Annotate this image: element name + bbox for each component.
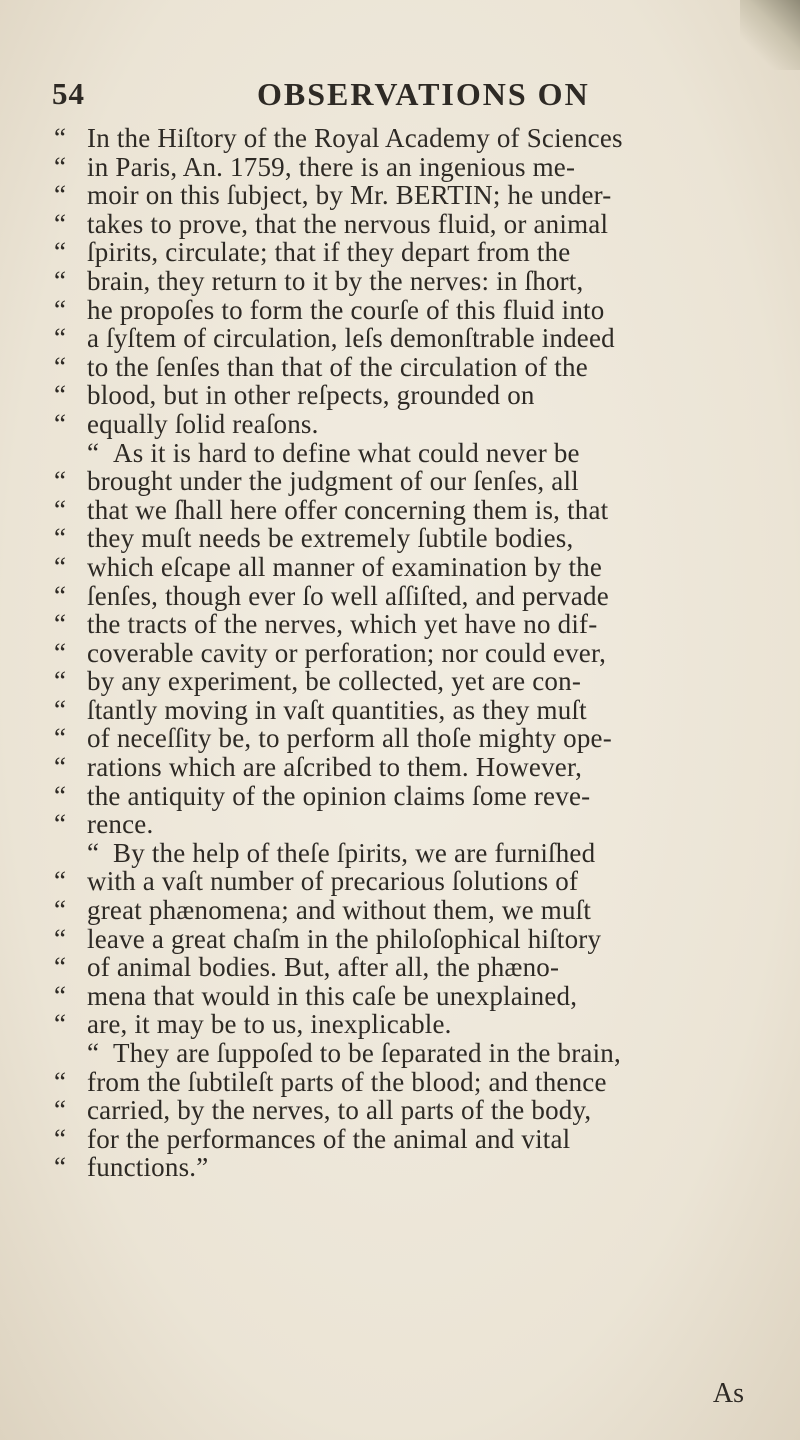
line-text: blood, but in other reſpects, grounded on: [87, 380, 535, 411]
quote-mark: “: [54, 609, 67, 640]
text-line: [54, 782, 764, 811]
text-line: [54, 238, 764, 267]
text-line: [54, 153, 764, 182]
line-text: moir on this ſubject, by Mr. BERTIN; he under-: [87, 180, 612, 211]
text-line: [54, 181, 764, 210]
quote-mark: “: [54, 980, 67, 1011]
quote-mark: “: [54, 780, 67, 811]
text-line: [54, 982, 764, 1011]
text-line: [54, 496, 764, 525]
text-line: [54, 296, 764, 325]
line-text: coverable cavity or perforation; nor could ever,: [87, 637, 607, 668]
quote-mark: “: [54, 1095, 67, 1126]
quote-mark: “: [54, 151, 67, 182]
quote-mark: “: [54, 523, 67, 554]
text-line: [54, 667, 764, 696]
line-text: great phænomena; and without them, we muſt: [87, 895, 592, 926]
quote-mark: “: [54, 265, 67, 296]
quote-mark: “: [54, 752, 67, 783]
quote-mark: “: [54, 380, 67, 411]
text-line: [54, 1010, 764, 1039]
page-header: [52, 72, 742, 122]
text-line: [54, 696, 764, 725]
line-text: are, it may be to us, inexplicable.: [87, 1009, 452, 1040]
line-text: the tracts of the nerves, which yet have no dif-: [87, 609, 598, 640]
quote-mark: “: [54, 551, 67, 582]
quote-mark: “: [54, 466, 67, 497]
quote-mark: “: [54, 895, 67, 926]
quote-mark: “: [54, 123, 67, 153]
line-text: of neceſſity be, to perform all thoſe mighty ope-: [87, 723, 612, 754]
quote-mark: “: [87, 837, 100, 868]
text-line: [54, 467, 764, 496]
line-text: in Paris, An. 1759, there is an ingenious me-: [87, 151, 576, 182]
line-text: for the performances of the animal and vital: [87, 1123, 571, 1154]
quote-mark: “: [54, 294, 67, 325]
line-text: They are ſuppoſed to be ſeparated in the brain,: [113, 1038, 621, 1068]
text-line: [54, 210, 764, 239]
line-text: that we ſhall here offer concerning them is, that: [87, 494, 609, 525]
text-line: [54, 896, 764, 925]
page-corner-shadow: [740, 0, 800, 70]
quote-mark: “: [54, 180, 67, 211]
quote-mark: “: [54, 694, 67, 725]
text-line: [54, 610, 764, 639]
quote-mark: “: [54, 1009, 67, 1040]
text-line: [54, 1068, 764, 1097]
text-line: [54, 267, 764, 296]
quote-mark: “: [87, 437, 100, 468]
text-line: [54, 410, 764, 439]
quote-mark: “: [54, 1123, 67, 1154]
line-text: rence.: [87, 809, 154, 840]
line-text: with a vaſt number of precarious ſolutions of: [87, 866, 579, 897]
text-line: [54, 810, 764, 839]
line-text: As it is hard to define what could never be: [113, 437, 580, 468]
line-text: ſtantly moving in vaſt quantities, as they muſt: [87, 694, 587, 725]
line-text: functions.”: [87, 1152, 209, 1183]
running-head: OBSERVATIONS ON: [257, 76, 590, 112]
line-text: ſpirits, circulate; that if they depart from the: [87, 237, 571, 268]
line-text: they muſt needs be extremely ſubtile bodies,: [87, 523, 574, 554]
quote-mark: “: [54, 723, 67, 754]
line-text: of animal bodies. But, after all, the phæno-: [87, 952, 560, 983]
text-line: [54, 724, 764, 753]
line-text: ſenſes, though ever ſo well aſſiſted, and pervade: [87, 580, 609, 611]
line-text: leave a great chaſm in the philoſophical hiſtory: [87, 923, 602, 954]
text-line: [54, 639, 764, 668]
text-line: [54, 839, 764, 868]
line-text: mena that would in this caſe be unexplained,: [87, 980, 578, 1011]
text-line: [54, 553, 764, 582]
line-text: rations which are aſcribed to them. However,: [87, 752, 583, 783]
quote-mark: “: [54, 923, 67, 954]
line-text: carried, by the nerves, to all parts of the body,: [87, 1095, 592, 1126]
line-text: he propoſes to form the courſe of this fluid into: [87, 294, 605, 325]
quote-mark: “: [54, 952, 67, 983]
line-text: brain, they return to it by the nerves: in ſhort,: [87, 265, 584, 296]
text-line: [54, 524, 764, 553]
quote-mark: “: [54, 1066, 67, 1097]
quote-mark: “: [54, 408, 67, 439]
line-text: In the Hiſtory of the Royal Academy of Sciences: [87, 123, 623, 153]
quote-mark: “: [54, 866, 67, 897]
quote-mark: “: [54, 637, 67, 668]
body-text: [54, 124, 764, 1182]
text-line: [54, 1096, 764, 1125]
line-text: by any experiment, be collected, yet are con-: [87, 666, 582, 697]
text-line: [54, 753, 764, 782]
line-text: brought under the judgment of our ſenſes, all: [87, 466, 579, 497]
quote-mark: “: [54, 237, 67, 268]
quote-mark: “: [54, 580, 67, 611]
quote-mark: “: [54, 323, 67, 354]
line-text: which eſcape all manner of examination by the: [87, 551, 603, 582]
quote-mark: “: [54, 208, 67, 239]
text-line: [54, 324, 764, 353]
text-line: [54, 381, 764, 410]
quote-mark: “: [54, 351, 67, 382]
line-text: to the ſenſes than that of the circulation of the: [87, 351, 588, 382]
line-text: the antiquity of the opinion claims ſome reve-: [87, 780, 591, 811]
quote-mark: “: [54, 809, 67, 840]
line-text: equally ſolid reaſons.: [87, 408, 319, 439]
text-line: [54, 124, 764, 153]
line-text: takes to prove, that the nervous fluid, or animal: [87, 208, 609, 239]
catchword: As: [712, 1378, 744, 1409]
quote-mark: “: [54, 1152, 67, 1183]
text-line: [54, 925, 764, 954]
line-text: a ſyſtem of circulation, leſs demonſtrable indeed: [87, 323, 615, 354]
text-line: [54, 1125, 764, 1154]
line-text: By the help of theſe ſpirits, we are furniſhed: [113, 837, 596, 868]
text-line: [54, 582, 764, 611]
text-line: [54, 1039, 764, 1068]
quote-mark: “: [54, 666, 67, 697]
text-line: [54, 1153, 764, 1182]
quote-mark: “: [54, 494, 67, 525]
page-number: 54: [52, 76, 85, 111]
quote-mark: “: [87, 1038, 100, 1068]
line-text: from the ſubtileſt parts of the blood; and thence: [87, 1066, 607, 1097]
text-line: [54, 439, 764, 468]
text-line: [54, 353, 764, 382]
text-line: [54, 867, 764, 896]
text-line: [54, 953, 764, 982]
